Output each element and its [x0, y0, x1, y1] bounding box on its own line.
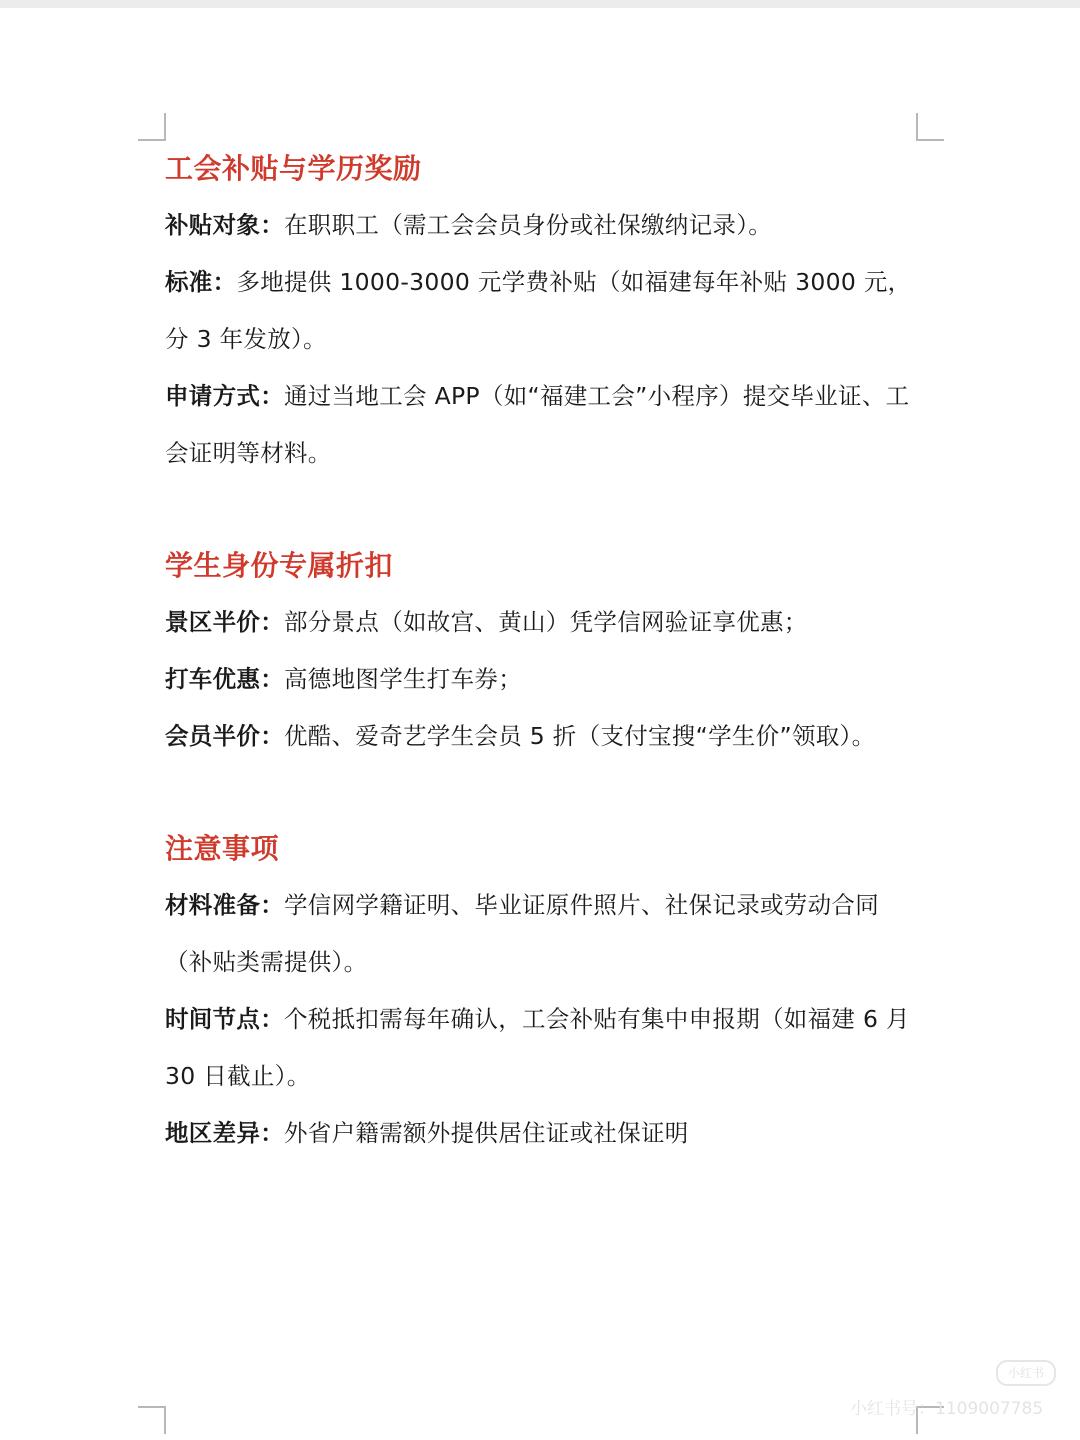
watermark-logo: 小红书: [996, 1360, 1056, 1386]
section-spacer: [165, 482, 925, 537]
list-item: [165, 708, 925, 765]
item-label: 申请方式：: [165, 382, 284, 410]
item-text: 外省户籍需额外提供居住证或社保证明: [284, 1119, 689, 1147]
list-item: [165, 651, 925, 708]
item-label: 标准：: [165, 268, 237, 296]
section-student-discount: [165, 537, 925, 765]
section-heading: 学生身份专属折扣: [165, 549, 394, 582]
page-corner-mark-top-right: [916, 113, 944, 141]
list-item: [165, 254, 925, 368]
section-notes: [165, 820, 925, 1162]
item-label: 材料准备：: [165, 891, 284, 919]
item-label: 会员半价：: [165, 722, 284, 750]
item-label: 时间节点：: [165, 1005, 284, 1033]
page-corner-mark-top-left: [138, 113, 166, 141]
section-heading: 注意事项: [165, 832, 280, 865]
top-strip: [0, 0, 1080, 8]
item-text: 学信网学籍证明、毕业证原件照片、社保记录或劳动合同（补贴类需提供）。: [165, 891, 879, 976]
item-label: 景区半价：: [165, 608, 284, 636]
item-text: 在职职工（需工会会员身份或社保缴纳记录）。: [284, 211, 773, 239]
list-item: [165, 1105, 925, 1162]
item-text: 多地提供 1000-3000 元学费补贴（如福建每年补贴 3000 元，分 3 年发放）。: [165, 268, 912, 353]
item-text: 部分景点（如故宫、黄山）凭学信网验证享优惠；: [284, 608, 808, 636]
item-label: 补贴对象：: [165, 211, 284, 239]
page-corner-mark-bottom-left: [138, 1406, 166, 1434]
list-item: [165, 594, 925, 651]
list-item: [165, 991, 925, 1105]
document-body: [165, 140, 925, 1162]
section-union-subsidy: [165, 140, 925, 482]
section-heading: 工会补贴与学历奖励: [165, 152, 422, 185]
list-item: [165, 877, 925, 991]
watermark-text: 小红书号：1109007785: [850, 1399, 1044, 1419]
list-item: [165, 368, 925, 482]
item-text: 通过当地工会 APP（如“福建工会”小程序）提交毕业证、工会证明等材料。: [165, 382, 910, 467]
item-label: 打车优惠：: [165, 665, 284, 693]
list-item: [165, 197, 925, 254]
item-text: 优酷、爱奇艺学生会员 5 折（支付宝搜“学生价”领取）。: [284, 722, 876, 750]
item-text: 高德地图学生打车券；: [284, 665, 522, 693]
item-text: 个税抵扣需每年确认，工会补贴有集中申报期（如福建 6 月 30 日截止）。: [165, 1005, 910, 1090]
item-label: 地区差异：: [165, 1119, 284, 1147]
section-spacer: [165, 765, 925, 820]
